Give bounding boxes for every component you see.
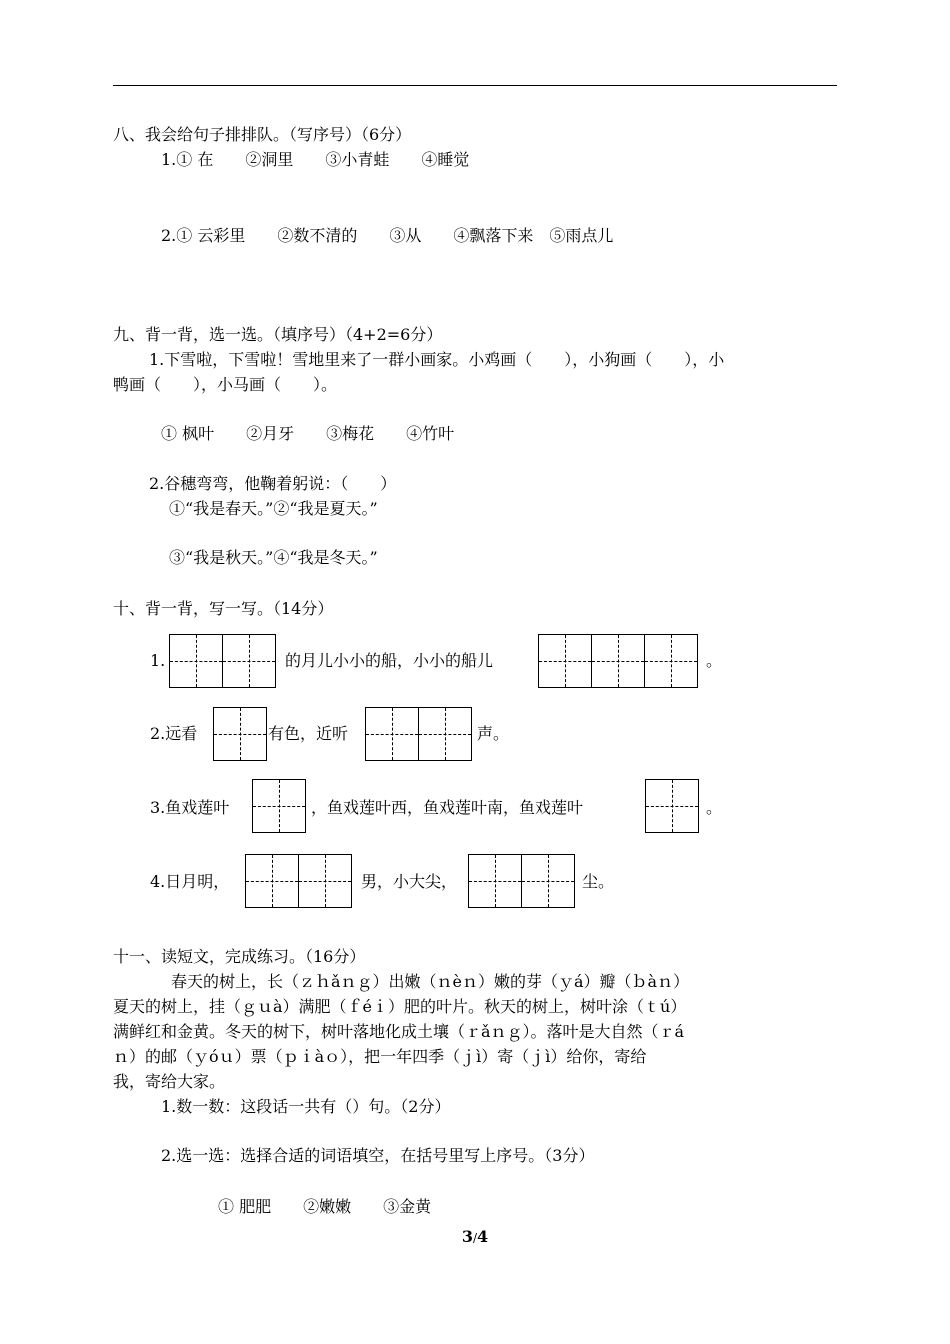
section-8-q1: 1.① 在 ②洞里 ③小青蛙 ④睡觉 xyxy=(161,150,470,169)
section-10-q2-prefix: 2.远看 xyxy=(150,724,198,743)
section-9-q1-line1: 1.下雪啦，下雪啦！雪地里来了一群小画家。小鸡画（ ），小狗画（ ），小 xyxy=(149,350,725,369)
writing-grid-q2-b[interactable] xyxy=(365,707,472,761)
section-10-q4-prefix: 4.日月明， xyxy=(150,872,230,891)
page-number xyxy=(0,1227,950,1246)
section-9-q2-option1: ①“我是春天。”②“我是夏天。” xyxy=(169,499,378,518)
writing-grid-q3-a[interactable] xyxy=(252,779,306,833)
section-9-q1-line2: 鸭画（ ），小马画（ ）。 xyxy=(113,375,338,394)
section-10-q1-end: 。 xyxy=(706,651,723,670)
writing-cell[interactable] xyxy=(645,779,699,833)
section-9-q2-option2: ③“我是秋天。”④“我是冬天。” xyxy=(169,548,378,567)
passage-line-4: ｎ）的邮（ｙóｕ）票（ｐｉàｏ），把一年四季（ｊì）寄（ｊì）给你，寄给 xyxy=(113,1047,647,1066)
writing-grid-q1-a[interactable] xyxy=(169,634,276,688)
writing-grid-q3-b[interactable] xyxy=(645,779,699,833)
section-10-q3-text: ，鱼戏莲叶西，鱼戏莲叶南，鱼戏莲叶 xyxy=(311,798,584,817)
writing-grid-q2-a[interactable] xyxy=(213,707,267,761)
writing-cell[interactable] xyxy=(365,707,419,761)
section-9-q1-options: ① 枫叶 ②月牙 ③梅花 ④竹叶 xyxy=(161,424,455,443)
section-8-title: 八、我会给句子排排队。（写序号）（6分） xyxy=(113,125,412,144)
section-8-q2: 2.① 云彩里 ②数不清的 ③从 ④飘落下来 ⑤雨点儿 xyxy=(161,226,614,245)
writing-grid-q4-a[interactable] xyxy=(245,854,352,908)
section-10-q4-end: 尘。 xyxy=(582,872,615,891)
writing-grid-q4-b[interactable] xyxy=(468,854,575,908)
section-10-q1-text: 的月儿小小的船，小小的船儿 xyxy=(285,651,494,670)
section-10-title: 十、背一背，写一写。（14分） xyxy=(113,599,334,618)
writing-grid-q1-b[interactable] xyxy=(538,634,698,688)
writing-cell[interactable] xyxy=(644,634,698,688)
passage-line-3: 满鲜红和金黄。冬天的树下，树叶落地化成土壤（ｒǎｎｇ）。落叶是大自然（ｒá xyxy=(113,1022,685,1041)
passage-line-2: 夏天的树上，挂（ｇｕà）满肥（ｆéｉ）肥的叶片。秋天的树上，树叶涂（ｔú） xyxy=(113,997,687,1016)
passage-line-5: 我，寄给大家。 xyxy=(113,1072,226,1091)
writing-cell[interactable] xyxy=(245,854,299,908)
section-10-q1-prefix: 1. xyxy=(150,651,166,670)
writing-cell[interactable] xyxy=(213,707,267,761)
header-rule xyxy=(113,85,837,86)
section-9-title: 九、背一背，选一选。（填序号）（4+2=6分） xyxy=(113,325,443,344)
section-9-q2: 2.谷穗弯弯，他鞠着躬说：（ ） xyxy=(149,474,397,493)
page-current: 3 xyxy=(461,1227,473,1246)
passage-line-1: 春天的树上，长（ｚｈǎｎｇ）出嫩（ｎèｎ）嫩的芽（ｙá）瓣（ｂàｎ） xyxy=(171,972,690,991)
writing-cell[interactable] xyxy=(468,854,522,908)
section-11-title: 十一、读短文，完成练习。（16分） xyxy=(113,947,366,966)
writing-cell[interactable] xyxy=(521,854,575,908)
section-10-q4-text: 男，小大尖， xyxy=(361,872,458,891)
writing-cell[interactable] xyxy=(298,854,352,908)
writing-cell[interactable] xyxy=(169,634,223,688)
page-separator: / xyxy=(472,1231,478,1245)
writing-cell[interactable] xyxy=(222,634,276,688)
section-10-q2-text: 有色，近听 xyxy=(268,724,349,743)
section-10-q3-prefix: 3.鱼戏莲叶 xyxy=(150,798,230,817)
page-total: 4 xyxy=(477,1227,489,1246)
section-11-q1: 1.数一数：这段话一共有（）句。（2分） xyxy=(161,1097,451,1116)
writing-cell[interactable] xyxy=(538,634,592,688)
writing-cell[interactable] xyxy=(252,779,306,833)
section-11-q2: 2.选一选：选择合适的词语填空，在括号里写上序号。（3分） xyxy=(161,1146,595,1165)
section-11-q2-options: ① 肥肥 ②嫩嫩 ③金黄 xyxy=(218,1197,432,1216)
section-10-q2-end: 声。 xyxy=(477,724,510,743)
section-10-q3-end: 。 xyxy=(706,798,723,817)
writing-cell[interactable] xyxy=(591,634,645,688)
writing-cell[interactable] xyxy=(418,707,472,761)
